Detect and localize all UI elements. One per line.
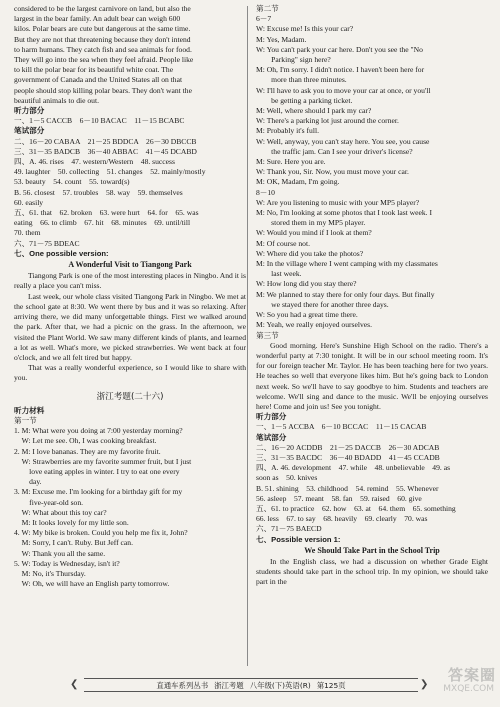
dialogue-line: W: You can't park your car here. Don't you see the "No xyxy=(256,44,423,54)
dialogue-line: M: Well, where should I park my car? xyxy=(256,106,372,116)
passage-line: kilos. Polar bears are cute but dangerous at the same time. xyxy=(14,24,191,34)
dialogue-line: 4. W: My bike is broken. Could you help me fix it, John? xyxy=(14,528,188,538)
radio-passage: Good morning. Here's Sunshine High School on the radio. There's a wonderful party at 7:30 tonight. It will be in our school meeting room. It's for our foreign teacher Mr. Taylor. He has been teaching here for two years. He teaches so well that everyone likes him. But he's going back to London next week. So we'll have to say goodbye to him. Students and teachers are welcome. We'll sing and dance to the music. We'll be enjoying ourselves here! Come and join us! See you tonight. xyxy=(256,340,488,411)
dialogue-line: M: We planned to stay there for only four days. But finally xyxy=(256,289,435,299)
dialogue-line: M: Sure. Here you are. xyxy=(256,157,326,167)
dialogue-line: be getting a parking ticket. xyxy=(256,95,353,105)
left-top-passage xyxy=(14,4,246,106)
passage-line: considered to be the largest carnivore on land, but also the xyxy=(14,4,191,13)
dialogue-line: last week. xyxy=(256,269,302,279)
dialogue-line: we stayed there for another three days. xyxy=(256,299,389,309)
dialogue-line: M: No, it's Thursday. xyxy=(14,568,86,578)
right-column xyxy=(256,4,488,588)
dialogue-line: M: It looks lovely for my little son. xyxy=(14,517,129,527)
dialogue-line: stored them in my MP5 player. xyxy=(256,218,366,228)
dialogue-line: M: OK, Madam, I'm going. xyxy=(256,177,340,187)
watermark-logo xyxy=(412,664,496,704)
watermark-url: MXQE.COM xyxy=(443,684,494,694)
footer-bar xyxy=(84,678,418,692)
dialogue-line: W: Thank you all the same. xyxy=(14,548,106,558)
answers-part-1: 一、1－5 CACCB 6－10 BACAC 11－15 BCABC xyxy=(14,116,185,126)
writing-section-label: 笔试部分 xyxy=(256,432,287,442)
dialogue-line: the traffic jam. Can I see your driver's license? xyxy=(256,146,413,156)
dialogue-line: M: No, I'm looking at some photos that I took last week. I xyxy=(256,208,433,218)
answers-part-5: 五、61. to practice 62. how 63. at 64. them 65. something 66. less 67. to say 68. heavily 69. clearly 70. was xyxy=(256,503,456,524)
dialogue-line: M: In the village where I went camping with my classmates xyxy=(256,259,438,269)
listening-section-label: 听力部分 xyxy=(256,412,287,422)
passage-line: to kill the polar bear for its beautiful white coat. The xyxy=(14,65,174,75)
dialogue-line: more than three minutes. xyxy=(256,75,347,85)
dialogue-line: W: Let me see. Oh, I was cooking breakfast. xyxy=(14,436,157,446)
possible-version-label: 七、One possible version: xyxy=(14,248,109,258)
possible-version-label: 七、Possible version 1: xyxy=(256,534,341,544)
answers-part-2: 二、16－20 CABAA 21－25 BDDCA 26－30 DBCCB xyxy=(14,136,197,146)
dialogue-line: W: Are you listening to music with your MP5 player? xyxy=(256,197,420,207)
essay-title: We Should Take Part in the School Trip xyxy=(304,545,440,555)
passage-line: people should stop killing polar bears. They don't want the xyxy=(14,85,192,95)
dialogue-line: M: Of course not. xyxy=(256,238,310,248)
dialogue-block xyxy=(256,4,488,341)
dialogue-line: W: Well, anyway, you can't stay here. You see, you cause xyxy=(256,136,430,146)
passage-line: beautiful animals to die out. xyxy=(14,95,99,105)
dialogue-line: 3. M: Excuse me. I'm looking for a birthday gift for my xyxy=(14,487,183,497)
dialogue-line: 8－10 xyxy=(256,187,275,197)
dialogue-line: W: Strawberries are my favorite summer fruit, but I just xyxy=(14,456,192,466)
dialogue-line: 第三节 xyxy=(256,330,279,340)
passage-line: to harm humans. They catch fish and sea animals for food. xyxy=(14,44,192,54)
chevron-left-icon: ❮ xyxy=(70,679,79,690)
dialogue-line: W: Where did you take the photos? xyxy=(256,248,364,258)
answers-part-4: 四、A. 46. rises 47. western/Western 48. success 49. laughter 50. collecting 51. changes 52. mainly/mostly 53. beauty 54. count 55. toward(s) B. 56. closest 57. troubles 58. way 59. themselves 60. easily xyxy=(14,157,206,207)
passage-line: largest in the bear family. An adult bear can weigh 600 xyxy=(14,14,181,24)
dialogue-line: W: So you had a great time there. xyxy=(256,310,358,320)
answers-part-6: 六、71－75 BDEAC xyxy=(14,238,80,248)
dialogue-line: M: Yes, Madam. xyxy=(256,34,307,44)
dialogue-line: love eating apples in winter. I try to eat one every xyxy=(14,466,180,476)
dialogue-line: 1. M: What were you doing at 7:00 yesterday morning? xyxy=(14,426,183,436)
series-name: 直通车系列丛书 xyxy=(156,680,209,690)
dialogue-line: five-year-old son. xyxy=(14,497,84,507)
essay-paragraph: That was a really wonderful experience, so I would like to share with you. xyxy=(14,363,246,383)
answers-part-1: 一、1－5 ACCBA 6－10 BCCAC 11－15 CACAB xyxy=(256,422,427,432)
grade-subject: 八年级(下)英语(R) xyxy=(249,680,311,690)
section-one-label: 第一节 xyxy=(14,415,37,425)
chevron-right-icon: ❯ xyxy=(420,679,429,690)
page-number: 第125页 xyxy=(316,680,346,690)
dialogue-line: M: Oh, I'm sorry. I didn't notice. I haven't been here for xyxy=(256,65,425,75)
answers-part-2: 二、16－20 ACDDB 21－25 DACCB 26－30 ADCAB xyxy=(256,442,440,452)
dialogue-line: W: I'll have to ask you to move your car at once, or you'll xyxy=(256,85,431,95)
essay-title: A Wonderful Visit to Tiangong Park xyxy=(68,260,192,270)
dialogue-line: M: Sorry, I can't. Ruby. But Jeff can. xyxy=(14,538,133,548)
essay-paragraph: Last week, our whole class visited Tiangong Park in Ningbo. We met at the school gate at 8:30. We went there by bus and it was so relaxing. After arriving there, we did many unforgettable things. First we walked around the park. After that, we had a picnic on the grass. In the afternoon, we visited the Plant World. We saw many different kinds of plants, and learned a lot as well. What's more, we picked strawberries. We went back at four o'clock, and we all felt tired but happy. xyxy=(14,291,246,362)
writing-section-label: 笔试部分 xyxy=(14,126,45,136)
dialogue-line: W: Oh, we will have an English party tomorrow. xyxy=(14,579,170,589)
column-divider xyxy=(247,6,248,666)
listening-section-label: 听力部分 xyxy=(14,106,45,116)
watermark-text: 答案圈 xyxy=(447,666,496,684)
passage-line: government of Canada and the United States all on that xyxy=(14,75,183,85)
dialogue-line: M: Yeah, we really enjoyed ourselves. xyxy=(256,320,372,330)
province-name: 浙江考题 xyxy=(214,680,244,690)
answers-part-6: 六、71－75 BAECD xyxy=(256,524,322,534)
answers-part-3: 三、31－35 BADCB 36－40 ABBAC 41－45 DCABD xyxy=(14,146,197,156)
dialogue-line: 6－7 xyxy=(256,14,272,24)
answers-part-4: 四、A. 46. development 47. while 48. unbelievable 49. as soon as 50. knives B. 51. shining 53. childhood 54. remind 55. Whenever 56. asleep 57. meant 58. fan 59. raised 60. give xyxy=(256,463,451,503)
dialogue-line: Parking" sign here? xyxy=(256,55,331,65)
answers-part-3: 三、31－35 BACDC 36－40 BDADD 41－45 CCADB xyxy=(256,452,440,462)
exam-title: 浙江考题(二十六) xyxy=(96,391,164,402)
dialogue-line: 2. M: I love bananas. They are my favorite fruit. xyxy=(14,446,161,456)
dialogue-line: W: How long did you stay there? xyxy=(256,279,357,289)
dialogue-line: day. xyxy=(14,477,42,487)
essay-paragraph: Tiangong Park is one of the most interesting places in Ningbo. And it is really a place you can't miss. xyxy=(14,271,246,291)
dialogue-line: 5. W: Today is Wednesday, isn't it? xyxy=(14,558,120,568)
passage-line: But they are not that threatening because they don't intend xyxy=(14,34,191,44)
dialogue-line: W: There's a parking lot just around the corner. xyxy=(256,116,399,126)
answers-part-5: 五、61. that 62. broken 63. were hurt 64. for 65. was eating 66. to climb 67. hit 68. minutes 69. until/till 70. them xyxy=(14,208,199,238)
dialogue-line: W: Would you mind if I look at them? xyxy=(256,228,372,238)
dialogue-line: M: Probably it's full. xyxy=(256,126,319,136)
passage-line: They will go into the sea when they feel afraid. People like xyxy=(14,55,194,65)
essay-paragraph: In the English class, we had a discussion on whether Grade Eight students should take part in the school trip. In my opinion, we should take part in the xyxy=(256,556,488,587)
dialogue-line: 第二节 xyxy=(256,4,279,13)
dialogue-line: W: Excuse me! Is this your car? xyxy=(256,24,354,34)
left-column xyxy=(14,4,246,589)
dialogue-line: W: Thank you, Sir. Now, you must move your car. xyxy=(256,167,409,177)
dialogue-line: W: What about this toy car? xyxy=(14,507,107,517)
listening-material-label: 听力材料 xyxy=(14,405,45,415)
dialogue-list xyxy=(14,426,246,589)
